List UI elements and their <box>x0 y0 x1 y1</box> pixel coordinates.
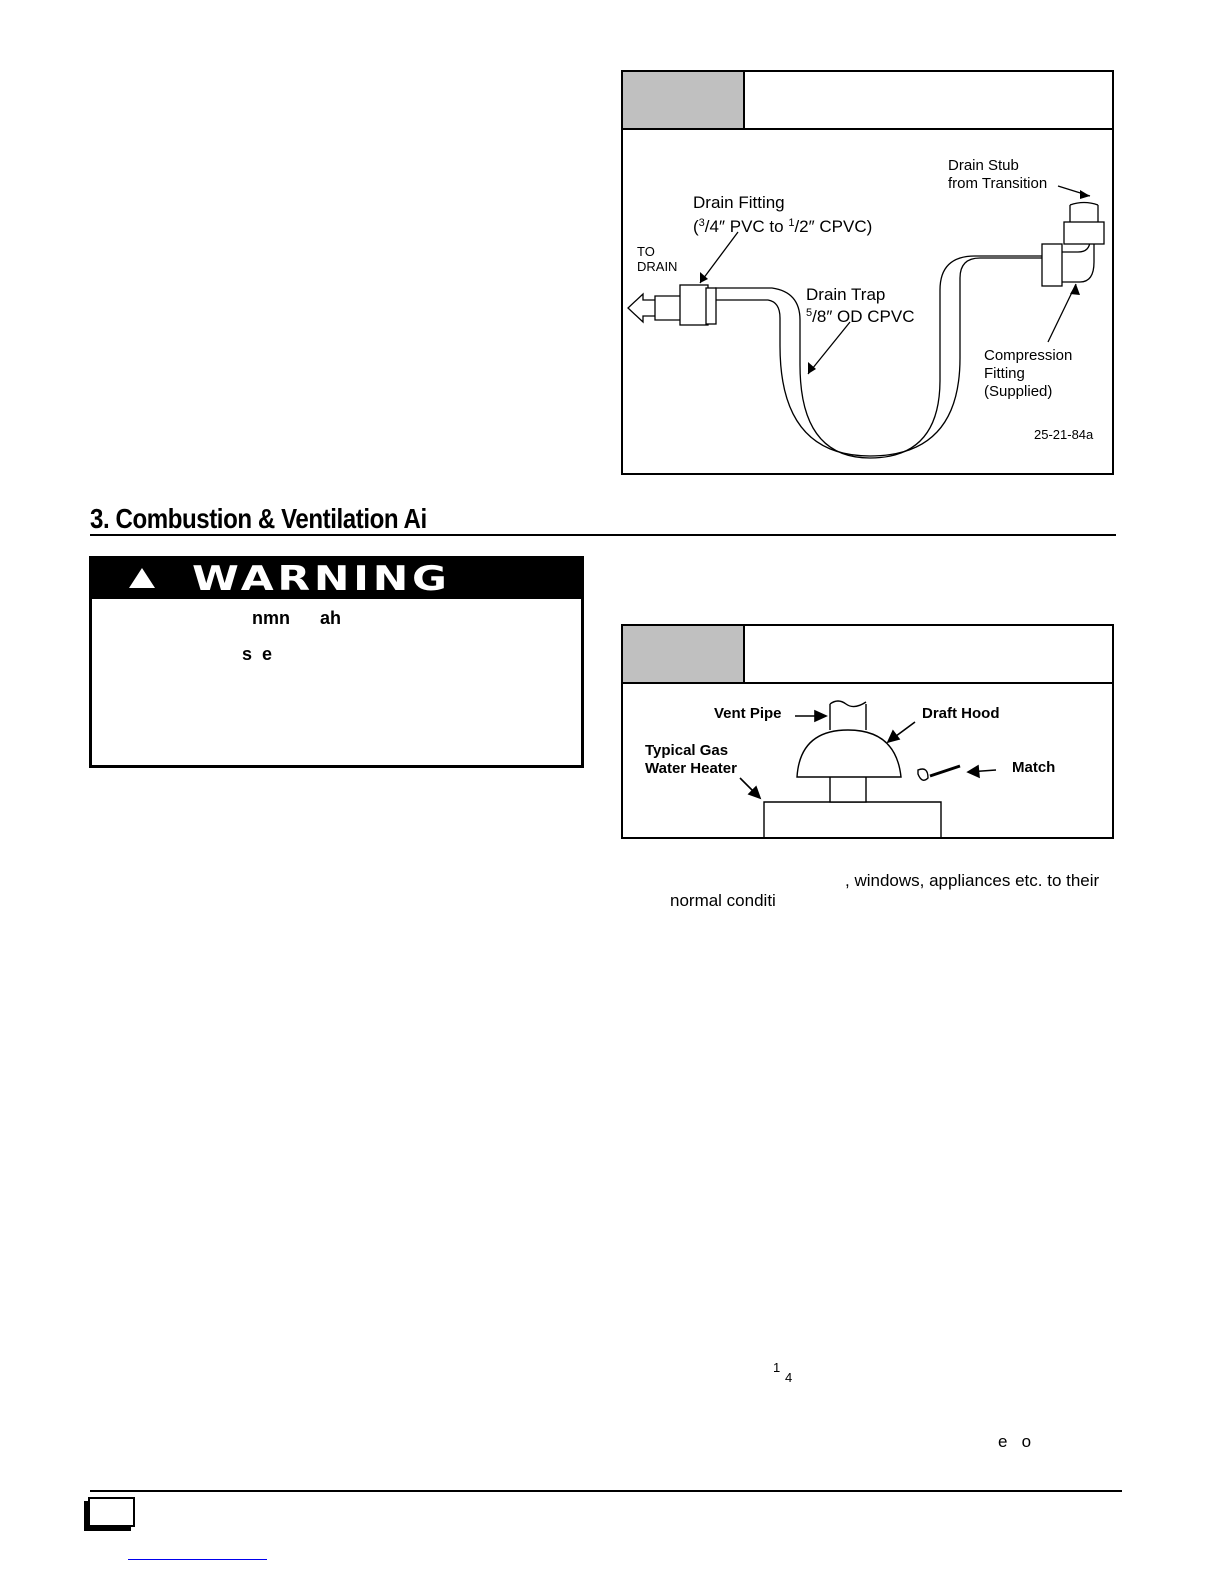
warning-line-2: s e <box>242 644 273 664</box>
body-fragment-eo: e o <box>998 1432 1032 1451</box>
match-stick <box>930 766 960 776</box>
section-title: 3. Combustion & Ventilation Ai <box>90 503 427 534</box>
footer-rule <box>90 1490 1122 1492</box>
label-draft-hood: Draft Hood <box>922 705 1000 722</box>
label-vent-pipe: Vent Pipe <box>714 705 782 722</box>
water-heater-body <box>764 802 941 838</box>
footer-link[interactable] <box>128 1559 267 1560</box>
figure-code: 25-21-84a <box>1034 427 1094 442</box>
body-paragraph-line-2: normal conditi <box>670 891 776 910</box>
body-fraction-sup: 1 <box>773 1360 781 1375</box>
warning-heading: WARNING <box>192 559 451 599</box>
body-paragraph-line-1: , windows, appliances etc. to their <box>845 871 1100 890</box>
vent-pipe <box>830 701 866 730</box>
warning-line-1: nmn ah <box>252 608 342 628</box>
label-drain-stub: Drain Stub from Transition <box>948 157 1048 192</box>
label-drain-fitting: Drain Fitting ($^3$/4″ PVC to $^1$/2″ CPVC) <box>693 193 873 236</box>
draft-hood-dome <box>797 730 901 777</box>
label-match: Match <box>1012 759 1056 776</box>
label-compression-fitting: Compression Fitting (Supplied) <box>984 347 1073 400</box>
label-typical-gas-water-heater: Typical Gas Water Heater <box>645 742 737 777</box>
match-flame-icon <box>918 769 928 780</box>
page-number-box <box>88 1497 135 1527</box>
body-fraction-sub: 4 <box>785 1370 793 1385</box>
draft-hood-collar <box>830 776 866 802</box>
label-drain-trap: Drain Trap $^5$/8″ OD CPVC <box>806 285 915 326</box>
label-to-drain: TO DRAIN <box>637 244 678 274</box>
